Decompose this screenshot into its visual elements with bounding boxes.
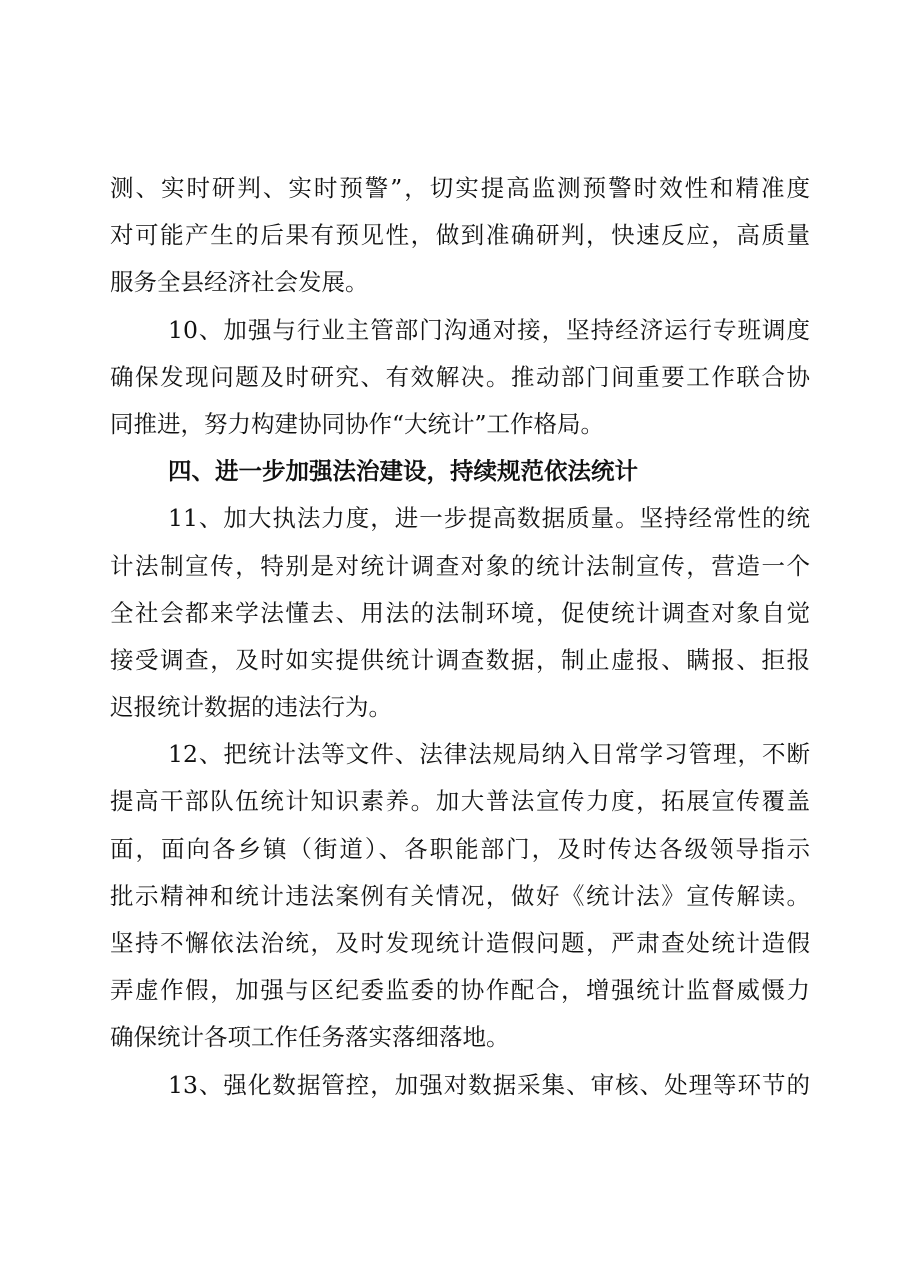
text-line: 面，面向各乡镇（街道）、各职能部门，及时传达各级领导指示 [110, 834, 810, 863]
text-line: 测、实时研判、实时预警”，切实提高监测预警时效性和精准度 [110, 174, 810, 202]
text-line: 对可能产生的后果有预见性，做到准确研判，快速反应，高质量 [110, 221, 810, 250]
text-line: 提高干部队伍统计知识素养。加大普法宣传力度，拓展宣传覆盖 [110, 787, 810, 816]
text-line: 弄虚作假，加强与区纪委监委的协作配合，增强统计监督威慑力 [110, 976, 810, 1005]
text-line: 13、强化数据管控，加强对数据采集、审核、处理等环节的 [168, 1070, 810, 1099]
document-body [110, 165, 810, 1109]
text-line: 同推进，努力构建协同协作“大统计”工作格局。 [110, 409, 605, 438]
text-line: 12、把统计法等文件、法律法规局纳入日常学习管理，不断 [168, 740, 810, 769]
text-line: 迟报统计数据的违法行为。 [110, 693, 392, 722]
text-line: 计法制宣传，特别是对统计调查对象的统计法制宣传，营造一个 [110, 551, 810, 580]
text-line: 11、加大执法力度，进一步提高数据质量。坚持经常性的统 [168, 504, 810, 533]
text-line: 批示精神和统计违法案例有关情况，做好《统计法》宣传解读。 [110, 881, 810, 910]
text-line: 确保统计各项工作任务落实落细落地。 [110, 1023, 510, 1052]
text-line: 确保发现问题及时研究、有效解决。推动部门间重要工作联合协 [110, 362, 810, 391]
text-line: 接受调查，及时如实提供统计调查数据，制止虚报、瞒报、拒报 [110, 645, 810, 674]
section-heading: 四、进一步加强法治建设，持续规范依法统计 [168, 457, 638, 486]
text-line: 坚持不懈依法治统，及时发现统计造假问题，严肃查处统计造假 [110, 929, 810, 957]
text-line: 10、加强与行业主管部门沟通对接，坚持经济运行专班调度 [168, 315, 810, 344]
text-line: 全社会都来学法懂去、用法的法制环境，促使统计调查对象自觉 [110, 598, 810, 627]
text-line: 服务全县经济社会发展。 [110, 268, 369, 297]
